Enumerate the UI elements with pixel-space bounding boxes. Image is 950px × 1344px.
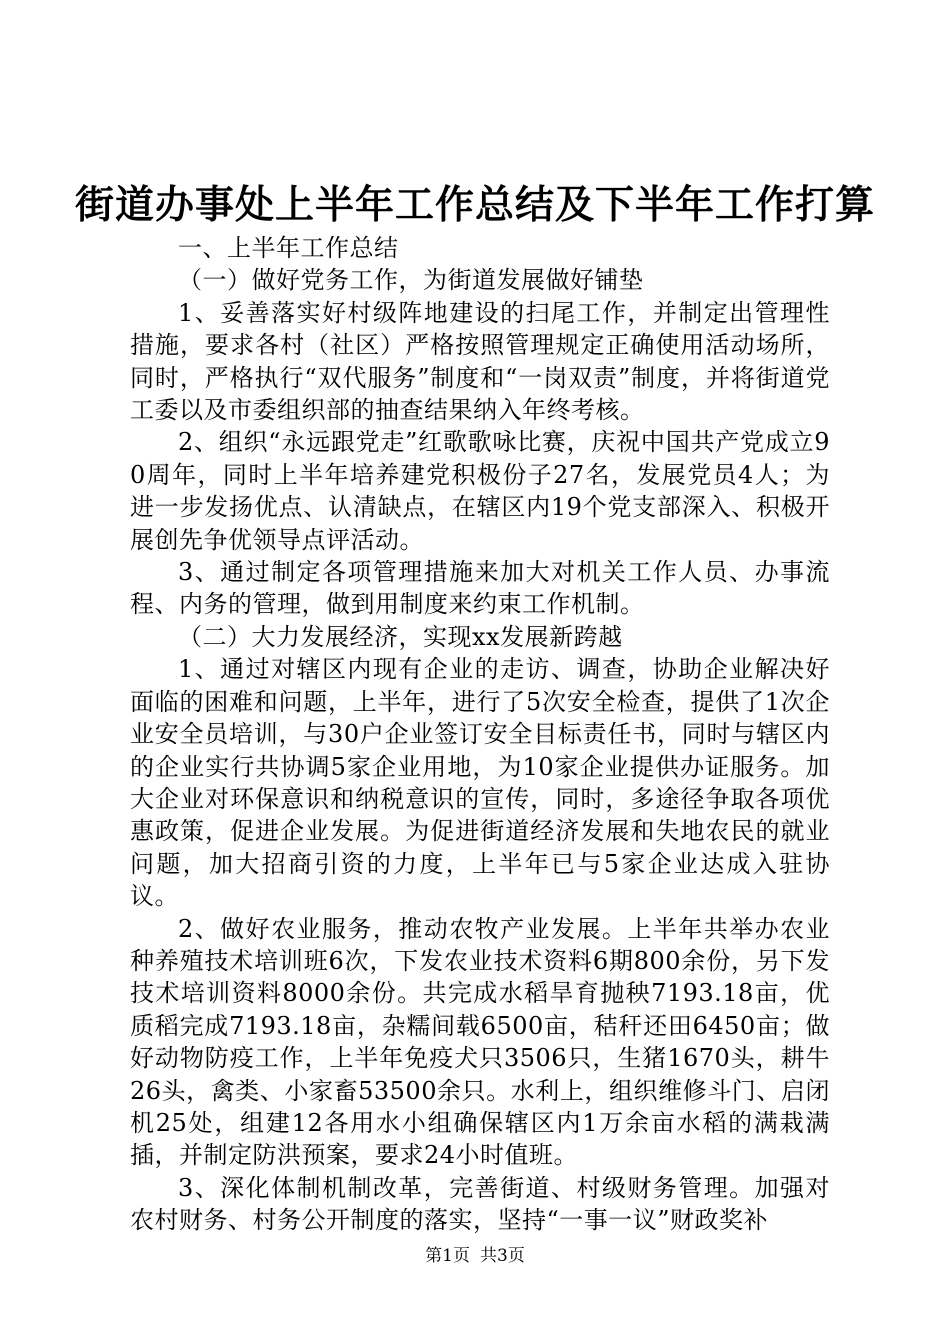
paragraph-party-1: 1、妥善落实好村级阵地建设的扫尾工作，并制定出管理性措施，要求各村（社区）严格按照管理规定正确使用活动场所，同时，严格执行“双代服务”制度和“一岗双责”制度，并将街道党工委以及市委组织部的抽查结果纳入年终考核。	[130, 298, 830, 425]
paragraph-party-2: 2、组织“永远跟党走”红歌歌咏比赛，庆祝中国共产党成立90周年，同时上半年培养建党积极份子27名，发展党员4人；为进一步发扬优点、认清缺点，在辖区内19个党支部深入、积极开展创先争优领导点评活动。	[130, 428, 830, 554]
subsection-heading-party-work: （一）做好党务工作，为街道发展做好铺垫	[178, 266, 644, 295]
paragraph-economy-1: 1、通过对辖区内现有企业的走访、调查，协助企业解决好面临的困难和问题，上半年，进行了5次安全检查，提供了1次企业安全员培训，与30户企业签订安全目标责任书，同时与辖区内的企业实行共协调5家企业用地，为10家企业提供办证服务。加大企业对环保意识和纳税意识的宣传，同时，多途径争取各项优惠政策，促进企业发展。为促进街道经济发展和失地农民的就业问题，加大招商引资的力度，上半年已与5家企业达成入驻协议。	[130, 655, 830, 911]
paragraph-economy-2: 2、做好农业服务，推动农牧产业发展。上半年共举办农业种养殖技术培训班6次，下发农业技术资料6期800余份，另下发技术培训资料8000余份。共完成水稻旱育抛秧7193.18亩，优质稻完成7193.18亩，杂糯间载6500亩，秸秆还田6450亩；做好动物防疫工作，上半年免疫犬只3506只，生猪1670头，耕牛26头，禽类、小家畜53500余只。水利上，组织维修斗门、启闭机25处，组建12各用水小组确保辖区内1万余亩水稻的满栽满插，并制定防洪预案，要求24小时值班。	[130, 914, 830, 1170]
document-title: 街道办事处上半年工作总结及下半年工作打算	[74, 183, 875, 228]
document-body	[130, 232, 830, 1237]
paragraph-economy-3: 3、深化体制机制改革，完善街道、村级财务管理。加强对农村财务、村务公开制度的落实，坚持“一事一议”财政奖补	[130, 1173, 830, 1235]
paragraph-party-3: 3、通过制定各项管理措施来加大对机关工作人员、办事流程、内务的管理，做到用制度来约束工作机制。	[130, 558, 830, 619]
page-total: 共3页	[480, 1246, 525, 1266]
page-number: 第1页	[425, 1246, 470, 1266]
subsection-heading-economy: （二）大力发展经济，实现xx发展新跨越	[178, 622, 623, 651]
page-footer	[0, 1245, 950, 1267]
section-heading-summary: 一、上半年工作总结	[178, 234, 399, 262]
